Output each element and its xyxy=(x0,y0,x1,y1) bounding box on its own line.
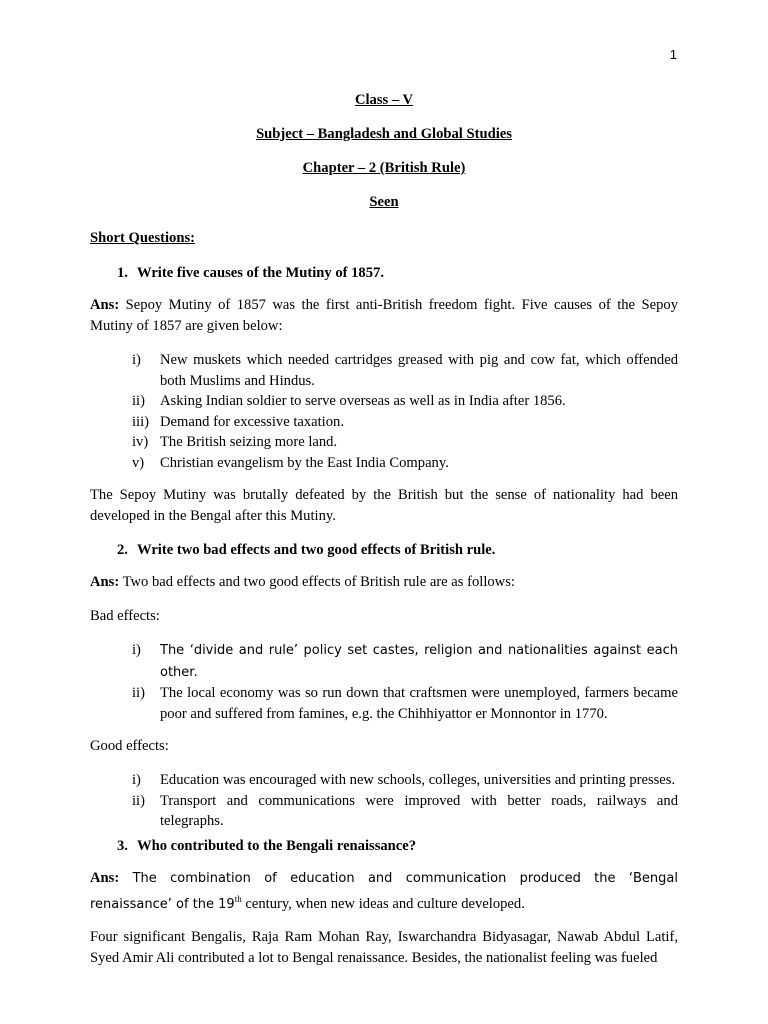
page-number: 1 xyxy=(669,47,677,62)
page-content xyxy=(90,92,678,982)
list-item-text: The British seizing more land. xyxy=(160,434,338,450)
answer-3-para-2: Four significant Bengalis, Raja Ram Mohan Ray, Iswarchandra Bidyasagar, Nawab Abdul Latif, Syed Amir Ali contributed a lot to Bengal renaissance. Besides, the nationalist feeling was fueled xyxy=(90,929,678,967)
list-item-text: The ‘divide and rule’ policy set castes, religion and nationalities against each other. xyxy=(160,643,678,680)
bad-effects-label: Bad effects: xyxy=(90,608,160,624)
answer-text-continued: century, when new ideas and culture developed. xyxy=(241,895,525,912)
good-effects-label: Good effects: xyxy=(90,738,169,754)
list-marker: iii) xyxy=(132,413,150,430)
question-text: Write two bad effects and two good effects of British rule. xyxy=(137,542,496,558)
list-marker: ii) xyxy=(132,393,145,409)
list-item xyxy=(90,412,678,433)
list-marker: i) xyxy=(132,642,141,658)
list-item xyxy=(90,770,678,791)
list-item-text: Demand for excessive taxation. xyxy=(160,413,344,430)
answer-1-intro xyxy=(90,295,678,337)
question-number: 1. xyxy=(117,265,128,281)
list-item-text: New muskets which needed cartridges greased with pig and cow fat, which offended both Muslims and Hindus. xyxy=(160,352,678,389)
list-item-text: The local economy was so run down that craftsmen were unemployed, farmers became poor and suffered from famines, e.g. the Chihhiyattor er Monnontor in 1770. xyxy=(160,685,678,722)
question-3 xyxy=(90,836,678,856)
list-item xyxy=(90,432,678,453)
question-number: 2. xyxy=(117,542,128,558)
list-item xyxy=(90,391,678,412)
list-item xyxy=(90,683,678,724)
class-title: Class – V xyxy=(354,92,414,108)
list-item-text: Christian evangelism by the East India Company. xyxy=(160,454,449,471)
list-item-text: Asking Indian soldier to serve overseas as well as in India after 1856. xyxy=(160,393,566,409)
answer-label: Ans: xyxy=(90,574,120,590)
question-number: 3. xyxy=(117,837,128,854)
answer-2-intro xyxy=(90,572,678,593)
answer-text: Two bad effects and two good effects of British rule are as follows: xyxy=(119,574,515,590)
list-marker: iv) xyxy=(132,434,149,450)
list-marker: i) xyxy=(132,772,141,788)
section-title: Short Questions: xyxy=(90,230,196,246)
list-marker: ii) xyxy=(132,792,145,809)
seen-title: Seen xyxy=(369,194,399,210)
superscript-th: th xyxy=(234,893,242,904)
answer-label: Ans: xyxy=(90,869,120,886)
answer-1-conclusion: The Sepoy Mutiny was brutally defeated by the British but the sense of nationality had been developed in the Bengal after this Mutiny. xyxy=(90,487,678,524)
question-text: Who contributed to the Bengali renaissance? xyxy=(137,837,417,854)
question-1 xyxy=(90,263,678,283)
question-2 xyxy=(90,540,678,560)
list-item xyxy=(90,640,678,683)
chapter-title: Chapter – 2 (British Rule) xyxy=(302,160,466,176)
answer-text: Sepoy Mutiny of 1857 was the first anti-British freedom fight. Five causes of the Sepoy Mutiny of 1857 are given below: xyxy=(90,297,678,334)
list-item-text: Transport and communications were improved with better roads, railways and telegraphs. xyxy=(160,792,678,829)
causes-list xyxy=(90,350,678,473)
answer-label: Ans: xyxy=(90,297,120,313)
list-marker: v) xyxy=(132,454,145,471)
list-item xyxy=(90,791,678,832)
subject-title: Subject – Bangladesh and Global Studies xyxy=(256,126,512,142)
good-effects-list xyxy=(90,770,678,832)
question-text: Write five causes of the Mutiny of 1857. xyxy=(137,265,384,281)
list-item xyxy=(90,350,678,391)
list-item-text: Education was encouraged with new schools, colleges, universities and printing presses. xyxy=(160,772,676,788)
answer-text: The combination of education and communication produced the ‘Bengal renaissance’ of the 19 xyxy=(90,870,678,912)
list-marker: i) xyxy=(132,352,141,368)
list-marker: ii) xyxy=(132,685,145,701)
answer-3-para-1 xyxy=(90,868,678,915)
bad-effects-list xyxy=(90,640,678,724)
list-item xyxy=(90,453,678,474)
